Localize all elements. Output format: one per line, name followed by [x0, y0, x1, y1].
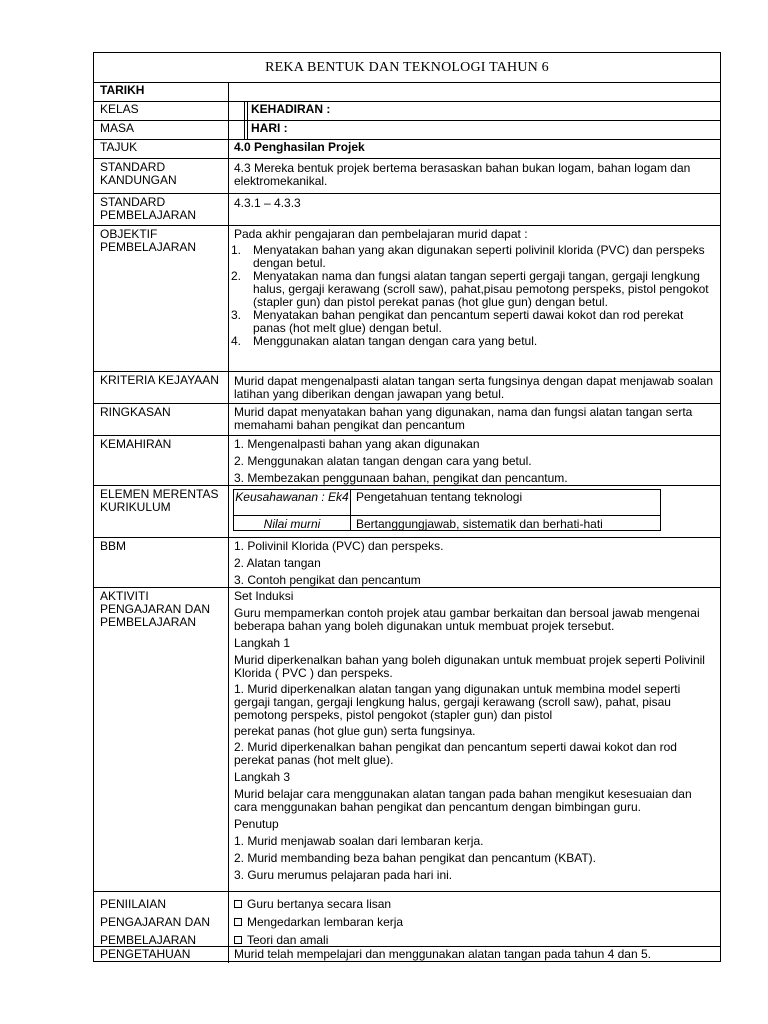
checkbox-icon	[234, 936, 242, 944]
value-bbm	[229, 538, 720, 587]
label-pengetahuan: PENGETAHUAN	[94, 947, 229, 963]
langkah-1-item-1: 1. Murid diperkenalkan alatan tangan yang digunakan untuk membina model seperti gergaji tangan, gergaji lengkung halus, gergaji kerawang (scroll saw), pahat, pisau pemotong perspeks, pistol pengokot (stapler gun) dan pistol	[234, 682, 681, 722]
langkah-1-text: Murid diperkenalkan bahan yang boleh digunakan untuk membuat projek seperti Polivinil Klorida ( PVC ) dan perspeks.	[234, 653, 705, 680]
langkah-1-heading: Langkah 1	[234, 636, 291, 650]
label-kemahiran: KEMAHIRAN	[94, 436, 229, 485]
penutup-item: 3. Guru merumus pelajaran pada hari ini.	[234, 868, 453, 882]
label-standard-kandungan: STANDARD KANDUNGAN	[94, 159, 229, 193]
row-penilaian	[94, 892, 720, 947]
elemen-key-1: Keusahawanan : Ek4	[234, 490, 351, 515]
value-objektif	[229, 226, 720, 371]
langkah-3-text: Murid belajar cara menggunakan alatan tangan pada bahan mengikut kesesuaian dan cara menggunakan bahan pengikat dan pencantum dengan bimbingan guru.	[234, 787, 692, 814]
row-kelas	[94, 102, 720, 121]
value-standard-kandungan: 4.3 Mereka bentuk projek bertema berasaskan bahan bukan logam, bahan logam dan elektromekanikal.	[234, 161, 691, 188]
value-tarikh	[229, 83, 720, 101]
row-aktiviti	[94, 588, 720, 892]
penilaian-item: Mengedarkan lembaran kerja	[234, 913, 715, 931]
checkbox-icon	[234, 900, 242, 908]
value-kelas	[229, 102, 720, 120]
kemahiran-item: 1. Mengenalpasti bahan yang akan digunakan	[234, 437, 480, 451]
objektif-item: 1. Menyatakan bahan yang akan digunakan seperti polivinil klorida (PVC) dan perspeks dengan betul.	[231, 243, 705, 270]
label-penilaian: PENIILAIAN PENGAJARAN DAN PEMBELAJARAN	[94, 892, 229, 946]
lesson-plan-form	[93, 52, 721, 962]
value-aktiviti	[229, 588, 720, 891]
label-kelas: KELAS	[94, 102, 229, 120]
label-tarikh: TARIKH	[94, 83, 229, 101]
objektif-item: 3. Menyatakan bahan pengikat dan pencantum seperti dawai kokot dan rod perekat panas (hot melt glue) dengan betul.	[231, 308, 684, 335]
label-bbm: BBM	[94, 538, 229, 587]
checkbox-icon	[234, 918, 242, 926]
bbm-item: 2. Alatan tangan	[234, 556, 321, 570]
row-tarikh	[94, 83, 720, 102]
row-masa	[94, 121, 720, 140]
bbm-item: 1. Polivinil Klorida (PVC) dan perspeks.	[234, 539, 444, 553]
elemen-table	[233, 489, 661, 531]
row-standard-kandungan	[94, 159, 720, 194]
objektif-item: 4. Menggunakan alatan tangan dengan cara yang betul.	[231, 334, 538, 348]
row-tajuk	[94, 140, 720, 159]
row-standard-pembelajaran	[94, 194, 720, 226]
value-kriteria: Murid dapat mengenalpasti alatan tangan serta fungsinya dengan dapat menjawab soalan latihan yang diberikan dengan jawapan yang betul.	[234, 374, 714, 401]
label-aktiviti: AKTIVITI PENGAJARAN DAN PEMBELAJARAN	[94, 588, 229, 891]
langkah-1-item-1-cont: perekat panas (hot glue gun) serta fungsinya.	[234, 724, 476, 738]
objektif-item: 2. Menyatakan nama dan fungsi alatan tangan seperti gergaji tangan, gergaji lengkung halus, gergaji kerawang (scroll saw), pahat,pisau pemotong perspeks, pistol pengokot (stapler gun) dan pistol perekat panas (hot glue gun) dengan betul.	[231, 269, 709, 309]
label-tajuk: TAJUK	[94, 140, 229, 158]
kemahiran-item: 3. Membezakan penggunaan bahan, pengikat dan pencantum.	[234, 471, 568, 485]
label-hari: HARI :	[251, 121, 288, 135]
value-standard-pembelajaran: 4.3.1 – 4.3.3	[234, 196, 301, 210]
langkah-3-heading: Langkah 3	[234, 770, 291, 784]
elemen-key-2: Nilai murni	[234, 516, 351, 530]
penutup-item: 2. Murid membanding beza bahan pengikat dan pencantum (KBAT).	[234, 851, 596, 865]
label-kehadiran: KEHADIRAN :	[251, 102, 331, 116]
elemen-value-2: Bertanggungjawab, sistematik dan berhati-hati	[356, 517, 603, 531]
value-kemahiran	[229, 436, 720, 485]
label-kriteria: KRITERIA KEJAYAAN	[94, 372, 229, 403]
label-masa: MASA	[94, 121, 229, 139]
row-kriteria	[94, 372, 720, 404]
row-kemahiran	[94, 436, 720, 486]
row-objektif	[94, 226, 720, 372]
langkah-1-item-2: 2. Murid diperkenalkan bahan pengikat dan pencantum seperti dawai kokot dan rod perekat panas (hot melt glue).	[234, 740, 677, 767]
set-induksi-heading: Set Induksi	[234, 589, 294, 603]
objektif-intro: Pada akhir pengajaran dan pembelajaran murid dapat :	[234, 227, 528, 241]
value-penilaian	[229, 892, 720, 946]
row-pengetahuan	[94, 947, 720, 963]
value-pengetahuan: Murid telah mempelajari dan menggunakan alatan tangan pada tahun 4 dan 5.	[234, 947, 651, 961]
kemahiran-item: 2. Menggunakan alatan tangan dengan cara yang betul.	[234, 454, 532, 468]
penutup-heading: Penutup	[234, 817, 279, 831]
row-ringkasan	[94, 404, 720, 436]
value-masa	[229, 121, 720, 139]
label-objektif: OBJEKTIF PEMBELAJARAN	[94, 226, 229, 371]
bbm-item: 3. Contoh pengikat dan pencantum	[234, 573, 421, 587]
elemen-value-1: Pengetahuan tentang teknologi	[356, 490, 523, 504]
penutup-item: 1. Murid menjawab soalan dari lembaran kerja.	[234, 834, 484, 848]
label-ringkasan: RINGKASAN	[94, 404, 229, 435]
induksi-text: Guru mempamerkan contoh projek atau gambar berkaitan dan bersoal jawab mengenai beberapa bahan yang boleh digunakan untuk membuat projek tersebut.	[234, 606, 700, 633]
penilaian-item: Guru bertanya secara lisan	[234, 895, 715, 913]
value-tajuk: 4.0 Penghasilan Projek	[234, 140, 365, 154]
value-ringkasan: Murid dapat menyatakan bahan yang digunakan, nama dan fungsi alatan tangan serta memahami bahan pengikat dan pencantum	[234, 405, 693, 432]
penilaian-item: Teori dan amali	[234, 931, 715, 949]
value-elemen	[229, 486, 720, 537]
form-title: REKA BENTUK DAN TEKNOLOGI TAHUN 6	[94, 53, 720, 83]
label-elemen: ELEMEN MERENTAS KURIKULUM	[94, 486, 229, 537]
label-standard-pembelajaran: STANDARD PEMBELAJARAN	[94, 194, 229, 225]
row-elemen	[94, 486, 720, 538]
row-bbm	[94, 538, 720, 588]
